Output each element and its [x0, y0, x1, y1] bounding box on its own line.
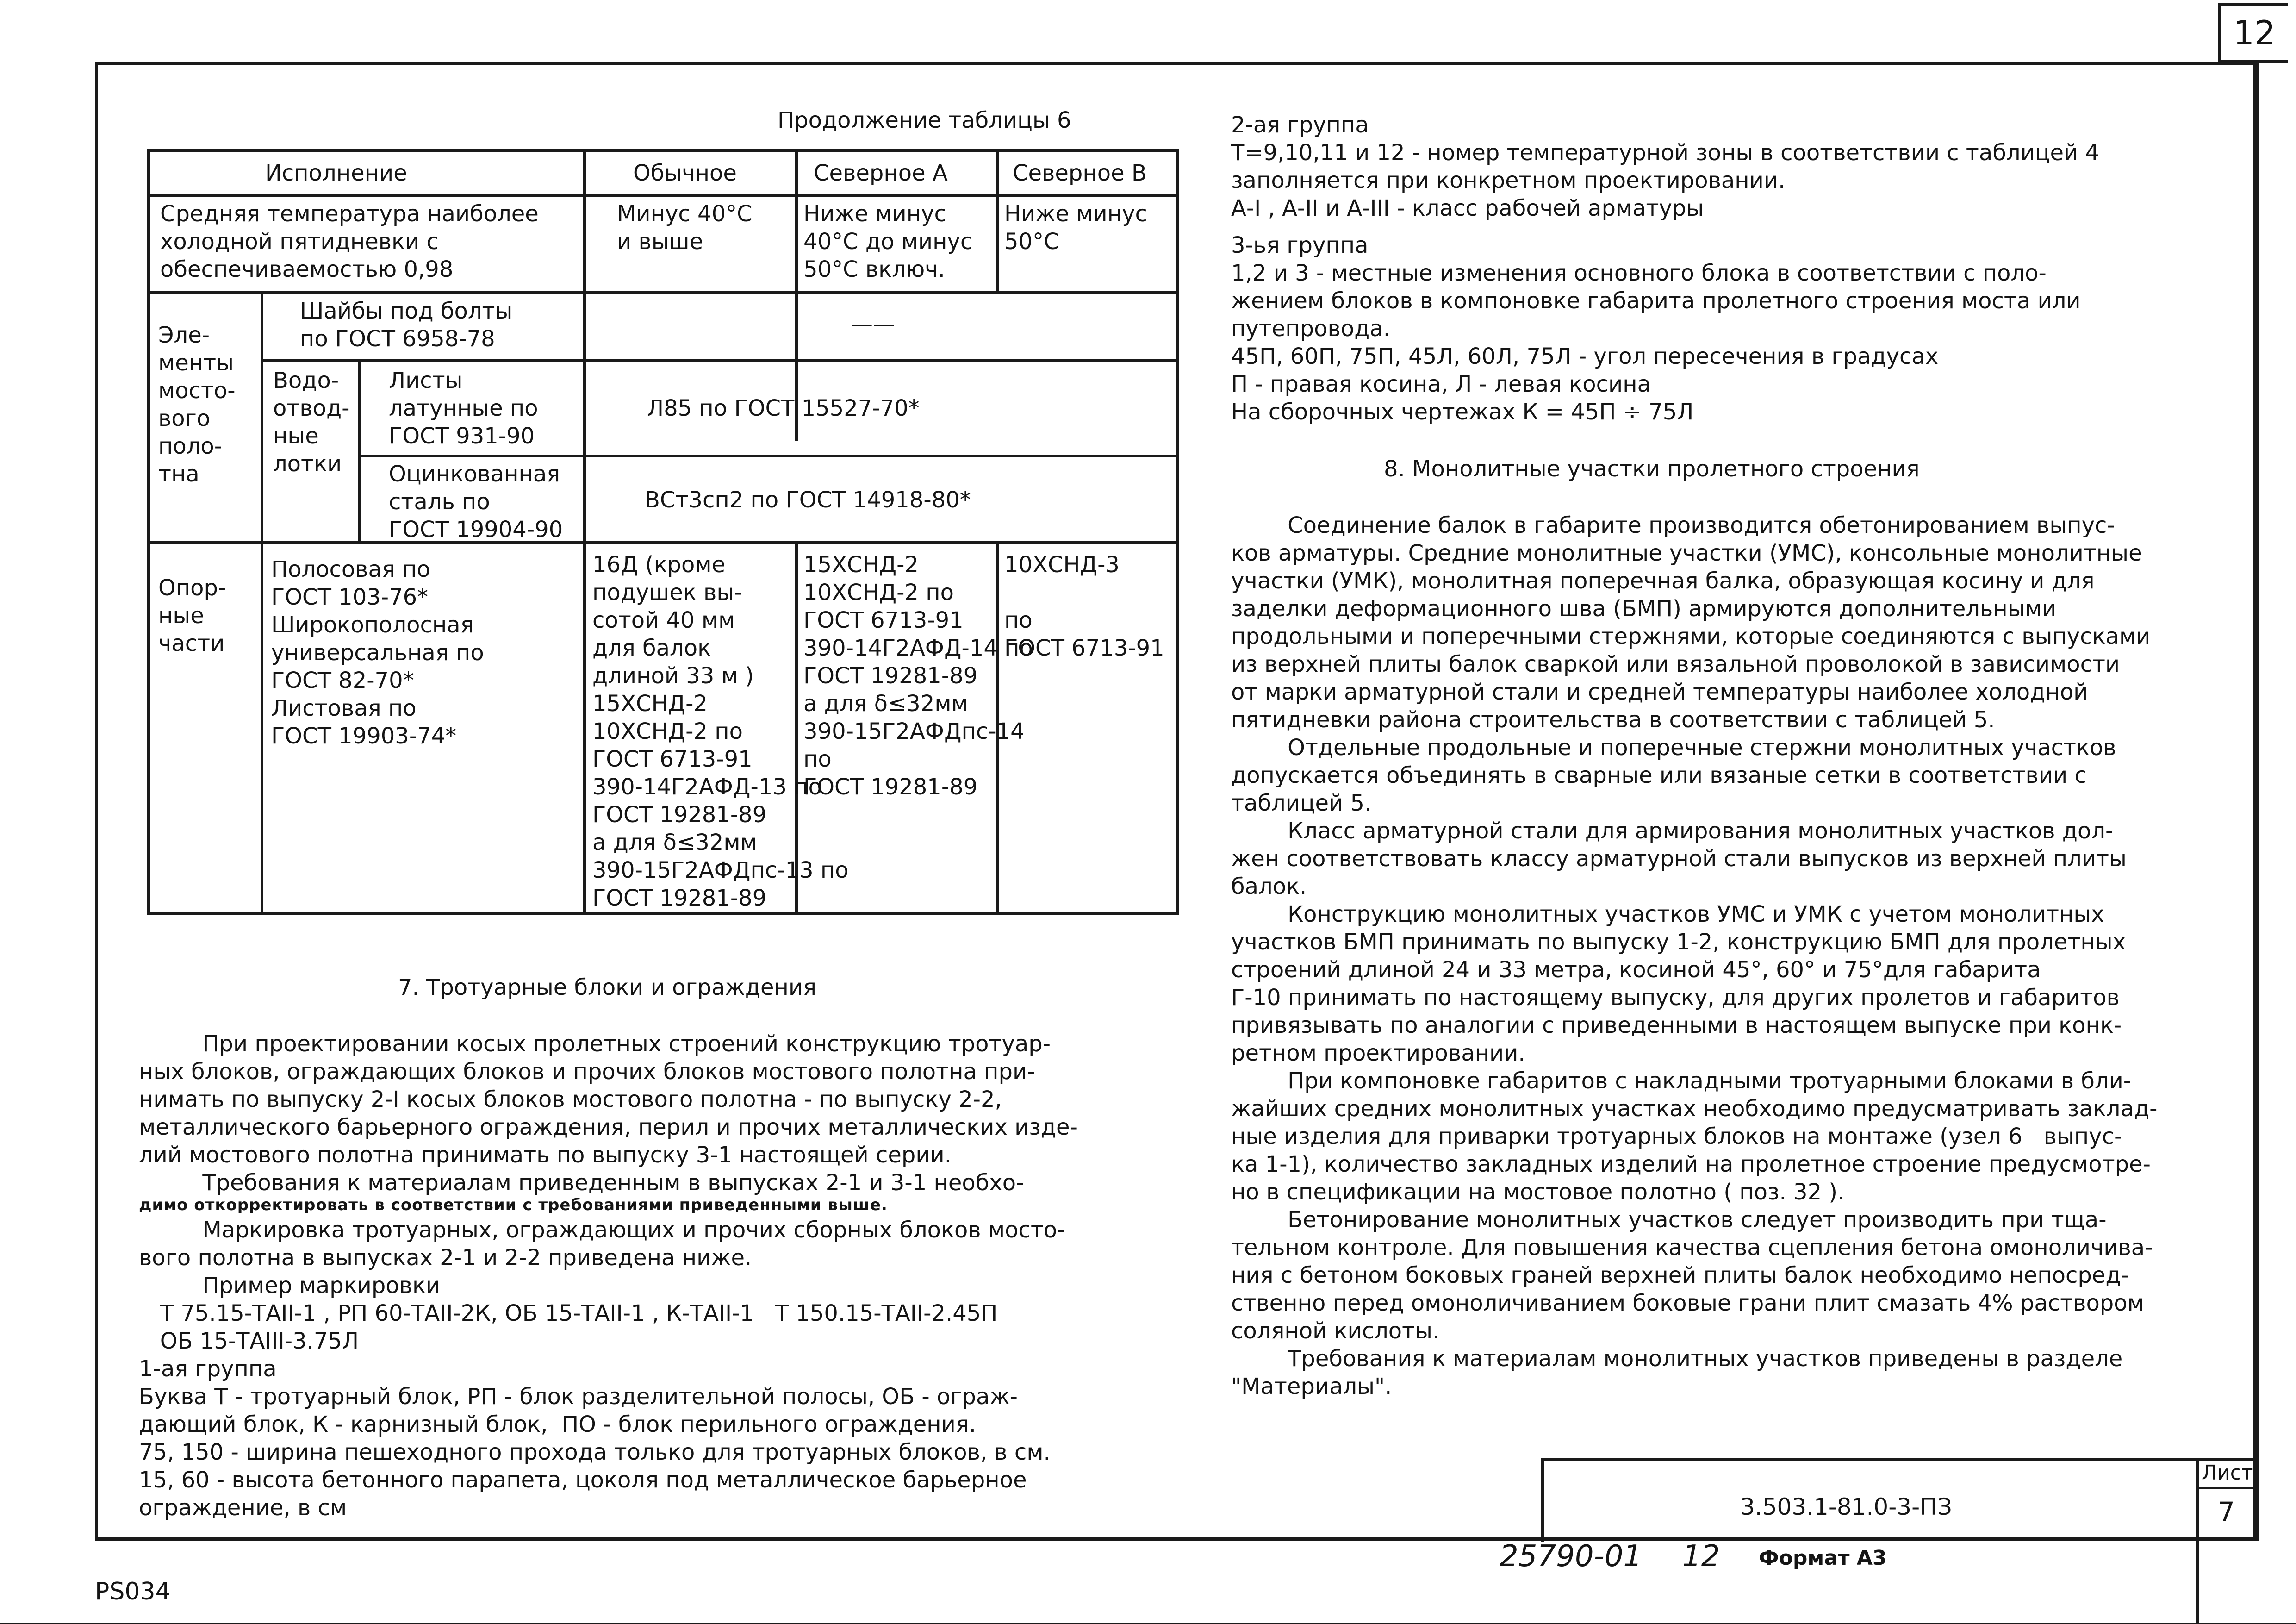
row-temperature-north-a: Ниже минус 40°С до минус 50°С включ. — [803, 201, 973, 282]
bearings-north-b: 10ХСНД-3 по ГОСТ 6713-91 — [1004, 552, 1164, 661]
frame-right-edge — [2256, 62, 2259, 1541]
table-6-continuation — [147, 149, 1179, 915]
header-execution: Исполнение — [265, 160, 407, 186]
row-brass-value: Л85 по ГОСТ 15527-70* — [647, 395, 920, 421]
bearings-normal: 16Д (кроме подушек вы- сотой 40 мм для балок длиной 33 м ) 15ХСНД-2 10ХСНД-2 по ГОСТ 6713-91 390-14Г2АФД-13 по ГОСТ 19281-89 а для δ≤32мм 390-15Г2АФДпс-13 по ГОСТ 19281-89 — [592, 552, 849, 911]
stamp-format: Формат А3 — [1759, 1546, 1887, 1570]
stamp-list-divider — [2196, 1487, 2256, 1489]
bearings-north-a: 15ХСНД-2 10ХСНД-2 по ГОСТ 6713-91 390-14Г2АФД-14 по ГОСТ 19281-89 а для δ≤32мм 390-15Г2АФДпс-14 по ГОСТ 19281-89 — [803, 552, 1033, 800]
sheet-number-box — [2218, 3, 2288, 63]
bearings-materials: Полосовая по ГОСТ 103-76* Широкополосная универсальная по ГОСТ 82-70* Листовая по ГОСТ 19903-74* — [271, 556, 484, 749]
group-bearings: Опор- ные части — [158, 575, 226, 656]
header-north-b: Северное В — [1013, 160, 1147, 186]
section-7-body-continued: Маркировка тротуарных, ограждающих и прочих сборных блоков мосто- вого полотна в выпусках 2-1 и 2-2 приведена ниже. Пример маркировки Т 75.15-ТАII-1 , РП 60-ТАII-2К, ОБ 15-ТАII-1 , К-ТАII-1 Т 150.15-ТАII-2.45П ОБ 15-ТАIII-3.75Л 1-ая группа Буква Т - тротуарный блок, РП - блок разделительной полосы, ОБ - ограж- дающий блок, К - карнизный блок, ПО - блок перильного ограждения. 75, 150 - ширина пешеходного прохода только для тротуарных блоков, в см. 15, 60 - высота бетонного парапета, цоколя под металлическое барьерное ограждение, в см — [139, 1217, 1065, 1521]
group-gutters: Водо- отвод- ные лотки — [273, 368, 350, 477]
stamp-list-number: 7 — [2218, 1496, 2235, 1528]
group-deck-elements: Эле- менты мосто- вого поло- тна — [158, 322, 236, 487]
stamp-handwritten-number: 25790-01 — [1500, 1539, 1643, 1574]
row-galv-value: ВСт3сп2 по ГОСТ 14918-80* — [645, 487, 971, 513]
stamp-top-line — [1541, 1458, 2256, 1461]
row-washers-label: Шайбы под болты по ГОСТ 6958-78 — [300, 298, 513, 352]
stamp-left-line — [1541, 1458, 1544, 1542]
row-temperature-label: Средняя температура наиболее холодной пятидневки с обеспечиваемостью 0,98 — [160, 201, 539, 282]
header-normal: Обычное — [633, 160, 737, 186]
stamp-document-code: 3.503.1-81.0-3-ПЗ — [1740, 1493, 1952, 1520]
corner-code: PS034 — [95, 1578, 171, 1605]
stamp-handwritten-page: 12 — [1682, 1539, 1720, 1574]
row-temperature-normal: Минус 40°С и выше — [617, 201, 753, 255]
row-washers-value: —— — [851, 311, 895, 337]
stamp-list-separator — [2196, 1458, 2199, 1624]
sheet-number: 12 — [2233, 13, 2276, 52]
section-7-correction-note: димо откорректировать в соответствии с требованиями приведенными выше. — [139, 1196, 888, 1214]
row-temperature-north-b: Ниже минус 50°С — [1004, 201, 1147, 255]
table-title: Продолжение таблицы 6 — [778, 107, 1071, 133]
section-7-body: При проектировании косых пролетных строений конструкцию тротуар- ных блоков, ограждающих блоков и прочих блоков мостового полотна при- нимать по выпуску 2-I косых блоков мостового полотна - по выпуску 2-2, металлического барьерного ограждения, перил и прочих металлических изде- лий мостового полотна принимать по выпуску 3-1 настоящей серии. Требования к материалам приведенным в выпусках 2-1 и 3-1 необхо- — [139, 1031, 1078, 1196]
row-brass-label: Листы латунные по ГОСТ 931-90 — [389, 368, 538, 449]
group-3-text: 3-ья группа 1,2 и 3 - местные изменения основного блока в соответствии с поло- жением блоков в компоновке габарита пролетного строения моста или путепровода. 45П, 60П, 75П, 45Л, 60Л, 75Л - угол пересечения в градусах П - правая косина, Л - левая косина На сборочных чертежах К = 45П ÷ 75Л — [1231, 232, 2081, 425]
group-2-text: 2-ая группа Т=9,10,11 и 12 - номер температурной зоны в соответствии с таблицей 4 заполняется при конкретном проектировании. А-I , А-II и А-III - класс рабочей арматуры — [1231, 112, 2099, 221]
row-galv-label: Оцинкованная сталь по ГОСТ 19904-90 — [389, 461, 563, 543]
section-8-title: 8. Монолитные участки пролетного строения — [1384, 456, 1920, 482]
stamp-list-label: Лист — [2202, 1461, 2253, 1485]
section-8-body: Соединение балок в габарите производится обетонированием выпус- ков арматуры. Средние монолитные участки (УМС), консольные монолитные участки (УМК), монолитная поперечная балка, образующая косину и для заделки деформационного шва (БМП) армируются дополнительными продольными и поперечными стержнями, которые соединяются с выпусками из верхней плиты балок сваркой или вязальной проволокой в зависимости от марки арматурной стали и средней температуры наиболее холодной пятидневки района строительства в соответствии с таблицей 5. Отдельные продольные и поперечные стержни монолитных участков допускается объединять в сварные или вязаные сетки в соответствии с таблицей 5. Класс арматурной стали для армирования монолитных участков дол- жен соответствовать классу арматурной стали выпусков из верхней плиты балок. Конструкцию монолитных участков УМС и УМК с учетом монолитных участков БМП принимать по выпуску 1-2, конструкцию БМП для пролетных строений длиной 24 и 33 метра, косиной 45°, 60° и 75°для габарита Г-10 принимать по настоящему выпуску, для других пролетов и габаритов привязывать по аналогии с приведенными в настоящем выпуске при конк- ретном проектировании. При компоновке габаритов с накладными тротуарными блоками в бли- жайших средних монолитных участках необходимо предусматривать заклад- ные изделия для приварки тротуарных блоков на монтаже (узел 6 выпус- ка 1-1), количество закладных изделий на пролетное строение предусмотре- но в спецификации на мостовое полотно ( поз. 32 ). Бетонирование монолитных участков следует производить при тща- тельном контроле. Для повышения качества сцепления бетона омоноличива- ния с бетоном боковых граней верхней плиты балок необходимо непосред- ственно перед омоноличиванием боковые грани плит смазать 4% раствором соляной кислоты. Требования к материалам монолитных участков приведены в разделе "Материалы". — [1231, 512, 2158, 1399]
section-7-title: 7. Тротуарные блоки и ограждения — [398, 974, 816, 1000]
header-north-a: Северное А — [814, 160, 948, 186]
